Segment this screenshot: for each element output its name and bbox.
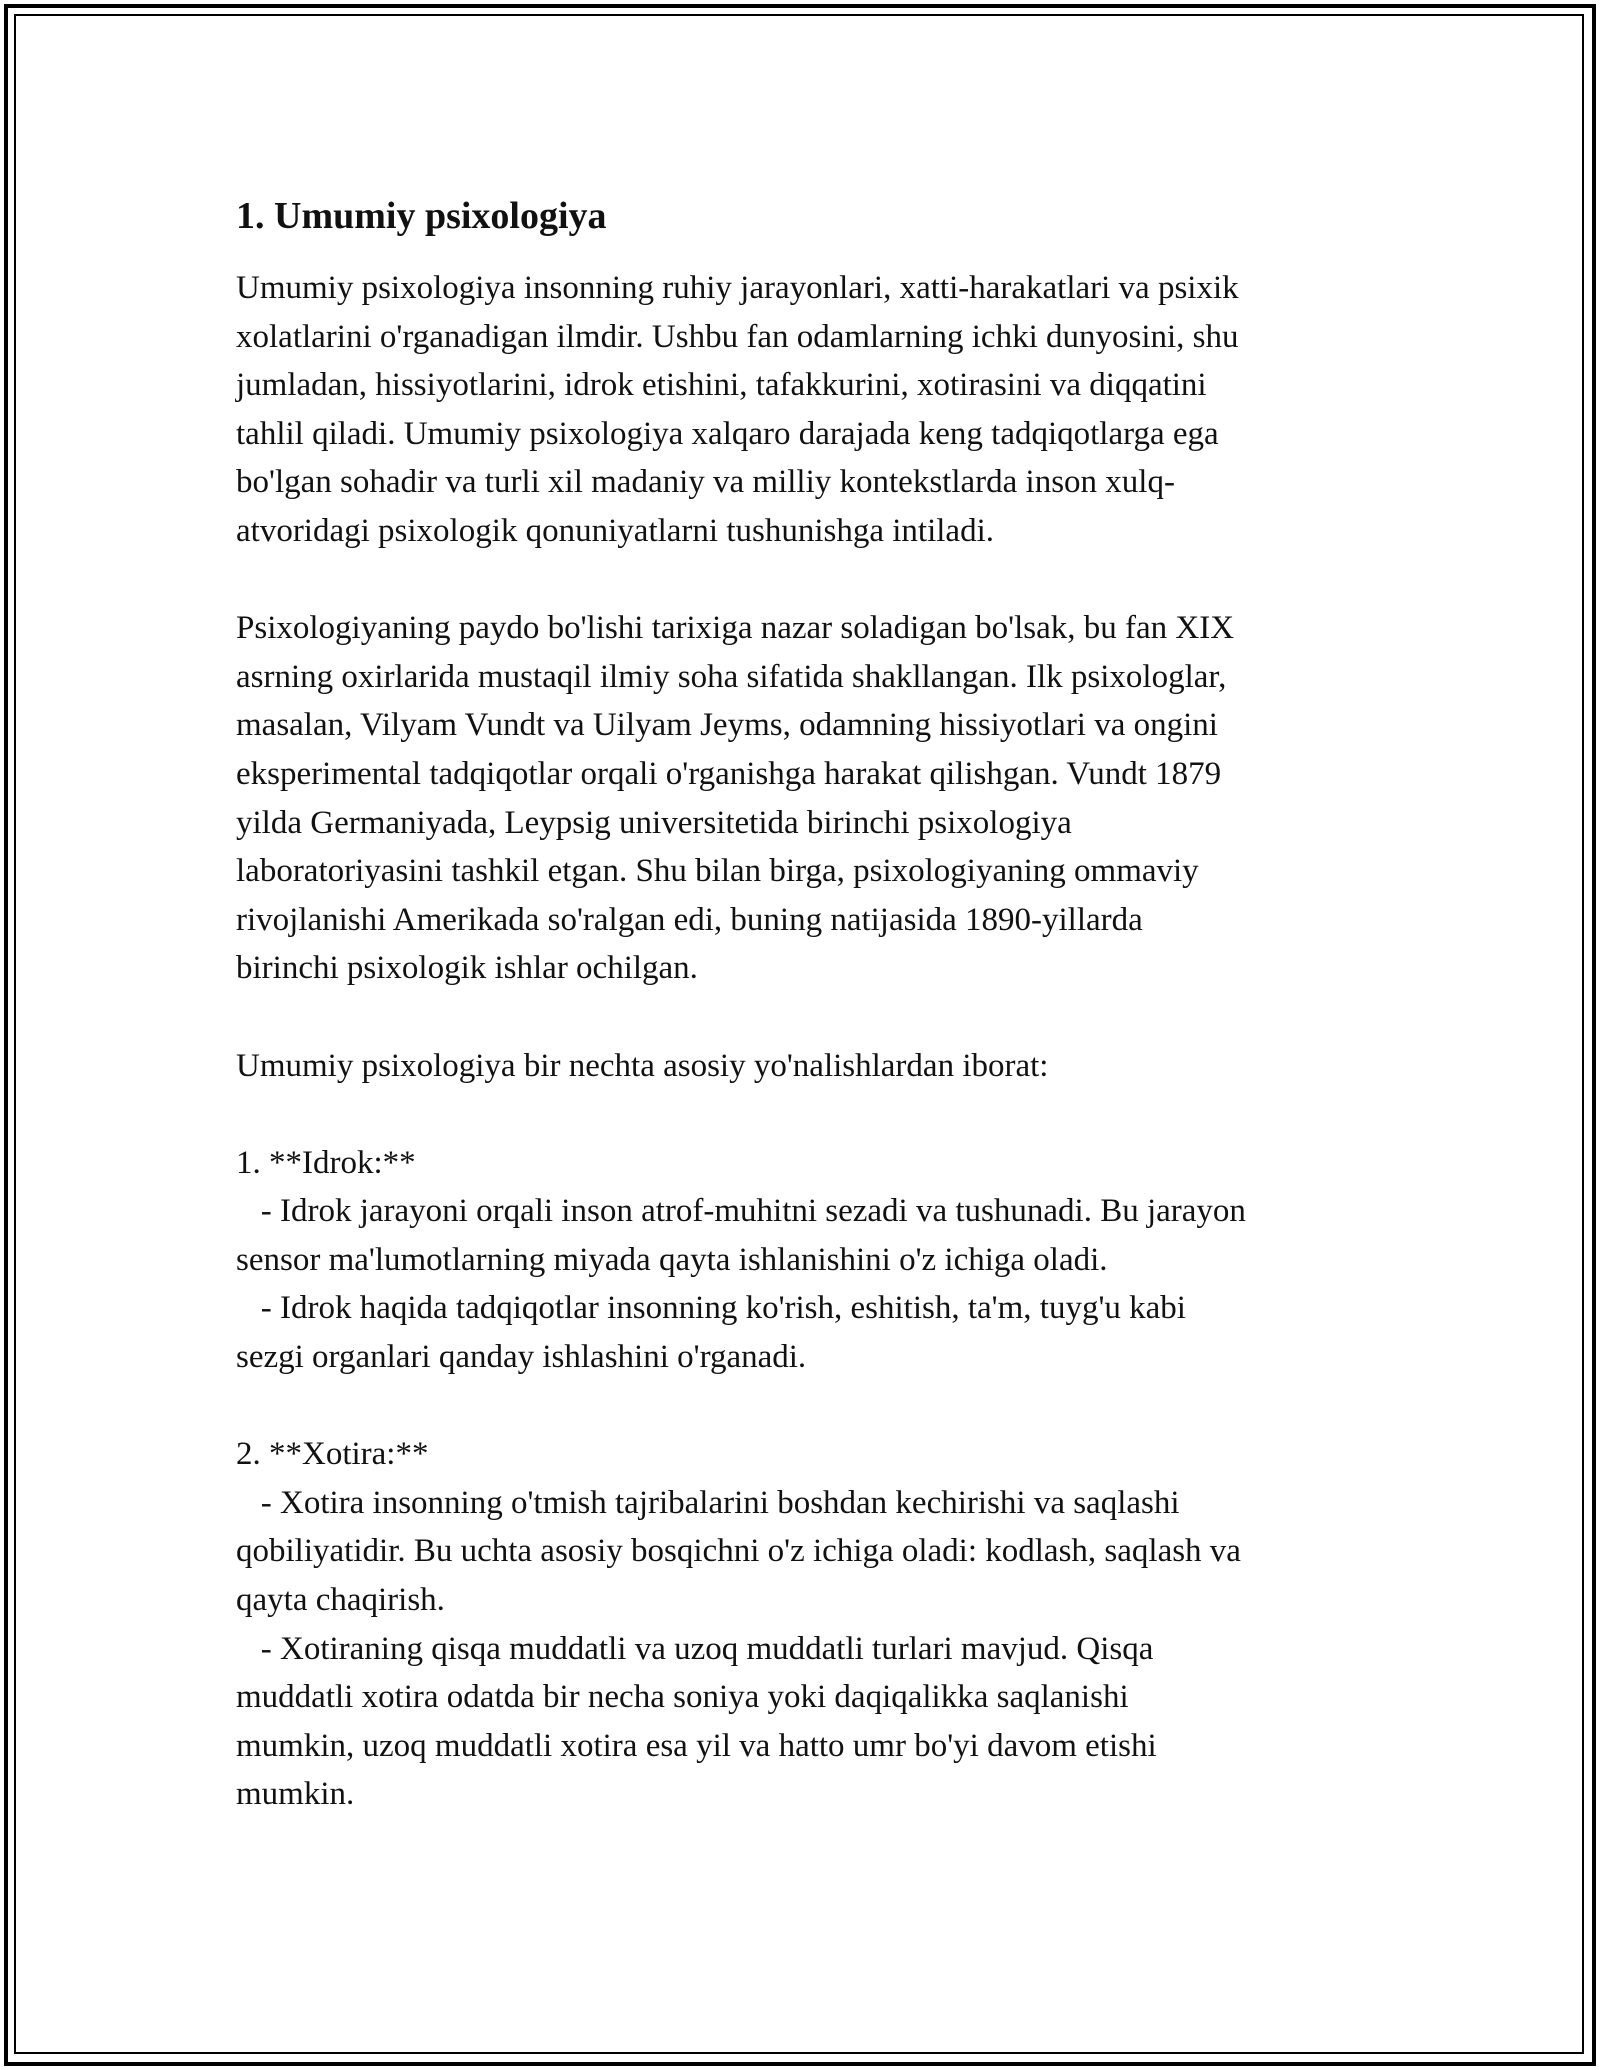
text-line: muddatli xotira odatda bir necha soniya yoki daqiqalikka saqlanishi [236, 1679, 1129, 1716]
paragraph-history [236, 604, 1360, 993]
list-item-perception [236, 1139, 1360, 1382]
text-line: sezgi organlari qanday ishlashini o'rganadi. [236, 1339, 807, 1376]
text-line: mumkin, uzoq muddatli xotira esa yil va hatto umr bo'yi davom etishi [236, 1727, 1157, 1764]
section-heading: 1. Umumiy psixologiya [236, 195, 607, 237]
text-line: Psixologiyaning paydo bo'lishi tarixiga nazar soladigan bo'lsak, bu fan XIX [236, 610, 1235, 647]
paragraph-intro [236, 264, 1360, 556]
text-line: - Idrok jarayoni orqali inson atrof-muhitni sezadi va tushunadi. Bu jarayon [236, 1193, 1246, 1230]
text-line: atvoridagi psixologik qonuniyatlarni tushunishga intiladi. [236, 512, 995, 549]
list-item-title: 1. **Idrok:** [236, 1144, 416, 1181]
text-line: bo'lgan sohadir va turli xil madaniy va milliy kontekstlarda inson xulq- [236, 464, 1175, 501]
text-line: - Xotira insonning o'tmish tajribalarini boshdan kechirishi va saqlashi [236, 1484, 1180, 1521]
text-line: tahlil qiladi. Umumiy psixologiya xalqaro darajada keng tadqiqotlarga ega [236, 415, 1219, 452]
paragraph-spacer [236, 993, 1360, 1042]
text-line: masalan, Vilyam Vundt va Uilyam Jeyms, odamning hissiyotlari va ongini [236, 707, 1218, 744]
text-line: laboratoriyasini tashkil etgan. Shu bilan birga, psixologiyaning ommaviy [236, 853, 1199, 890]
text-line: yilda Germaniyada, Leypsig universitetida birinchi psixologiya [236, 804, 1072, 841]
paragraph-directions [236, 1042, 1360, 1091]
paragraph-spacer [236, 1382, 1360, 1431]
text-line: Umumiy psixologiya bir nechta asosiy yo'nalishlardan iborat: [236, 1047, 1049, 1084]
text-line: eksperimental tadqiqotlar orqali o'rganishga harakat qilishgan. Vundt 1879 [236, 755, 1222, 792]
text-line: qayta chaqirish. [236, 1582, 445, 1619]
text-line: - Xotiraning qisqa muddatli va uzoq muddatli turlari mavjud. Qisqa [236, 1630, 1154, 1667]
text-line: birinchi psixologik ishlar ochilgan. [236, 950, 698, 987]
text-line: jumladan, hissiyotlarini, idrok etishini, tafakkurini, xotirasini va diqqatini [236, 367, 1207, 404]
text-line: - Idrok haqida tadqiqotlar insonning ko'rish, eshitish, ta'm, tuyg'u kabi [236, 1290, 1186, 1327]
list-item-memory [236, 1430, 1360, 1819]
text-line: xolatlarini o'rganadigan ilmdir. Ushbu fan odamlarning ichki dunyosini, shu [236, 318, 1239, 355]
text-line: mumkin. [236, 1776, 355, 1813]
text-line: sensor ma'lumotlarning miyada qayta ishlanishini o'z ichiga oladi. [236, 1241, 1108, 1278]
paragraph-spacer [236, 556, 1360, 605]
text-line: asrning oxirlarida mustaqil ilmiy soha sifatida shakllangan. Ilk psixologlar, [236, 658, 1227, 695]
text-line: Umumiy psixologiya insonning ruhiy jarayonlari, xatti-harakatlari va psixik [236, 270, 1239, 306]
paragraph-spacer [236, 1090, 1360, 1139]
document-body [236, 190, 1360, 1819]
text-line: rivojlanishi Amerikada so'ralgan edi, buning natijasida 1890-yillarda [236, 901, 1143, 938]
text-line: qobiliyatidir. Bu uchta asosiy bosqichni o'z ichiga oladi: kodlash, saqlash va [236, 1533, 1241, 1570]
list-item-title: 2. **Xotira:** [236, 1436, 429, 1473]
